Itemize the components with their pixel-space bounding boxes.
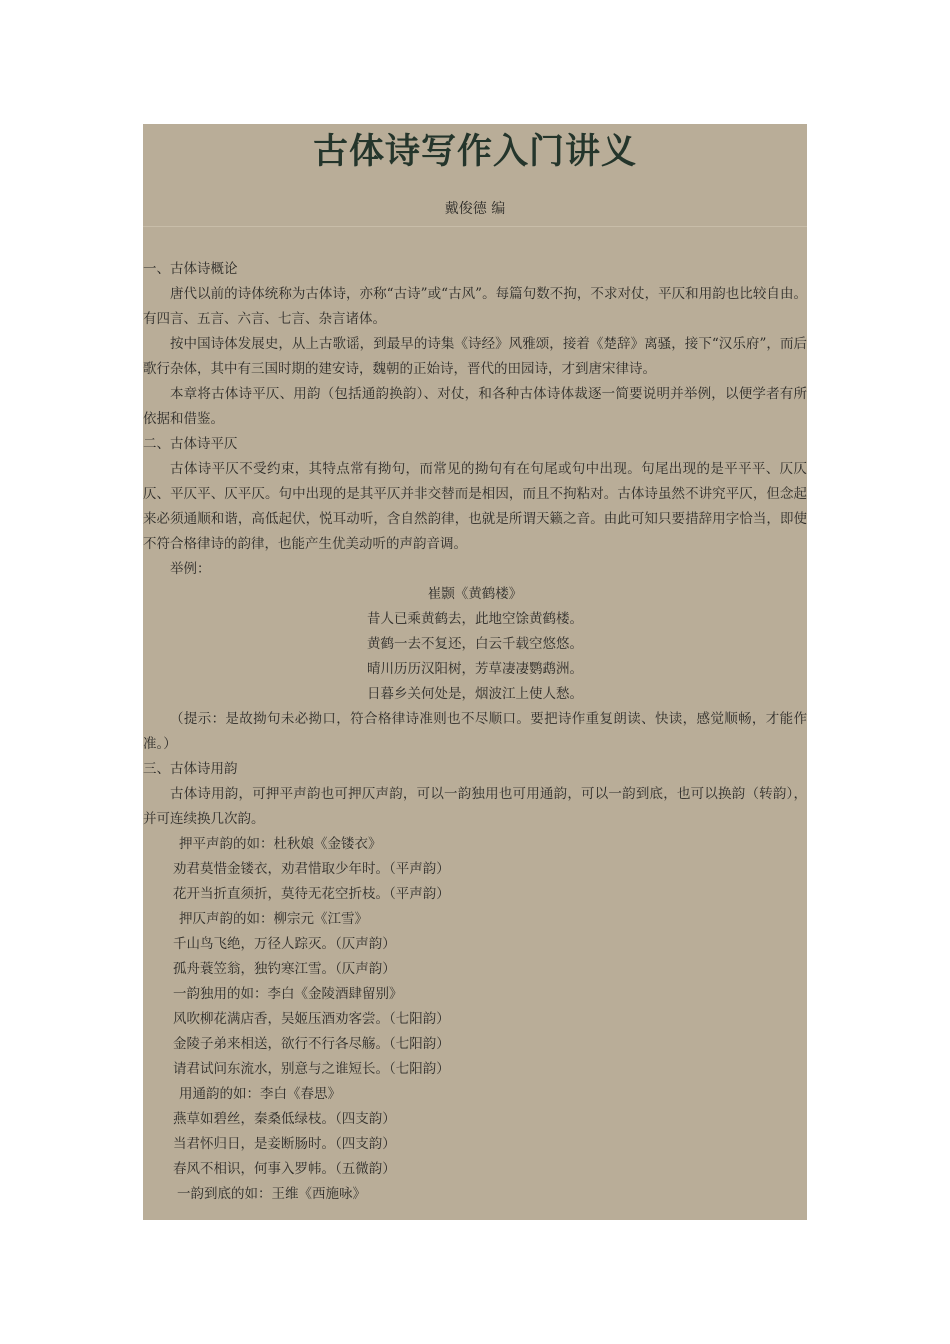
poem-line: 晴川历历汉阳树，芳草凄凄鹦鹉洲。 [367, 661, 583, 677]
example-label: 举例： [170, 561, 211, 577]
document-body [143, 227, 807, 1207]
document-title: 古体诗写作入门讲义 [312, 131, 637, 172]
paragraph: 本章将古体诗平仄、用韵（包括通韵换韵）、对仗，和各种古体诗体裁逐一简要说明并举例，以便学者有所依据和借鉴。 [143, 386, 807, 427]
paragraph: 古体诗平仄不受约束，其特点常有拗句，而常见的拗句有在句尾或句中出现。句尾出现的是平平平、仄仄仄、平仄平、仄平仄。句中出现的是其平仄并非交替而是相因，而且不拘粘对。古体诗虽然不讲究平仄，但念起来必须通顺和谐，高低起伏，悦耳动听，含自然韵律，也就是所谓天籁之音。由此可知只要措辞用字恰当，即使不符合格律诗的韵律，也能产生优美动听的声韵音调。 [143, 461, 807, 552]
section-heading-2: 二、古体诗平仄 [143, 436, 238, 452]
example-line: 燕草如碧丝，秦桑低绿枝。（四支韵） [173, 1111, 396, 1127]
poem-line: 黄鹤一去不复还，白云千载空悠悠。 [367, 636, 583, 652]
example-intro: 一韵独用的如：李白《金陵酒肆留别》 [173, 986, 403, 1002]
example-line: 春风不相识，何事入罗帏。（五微韵） [173, 1161, 396, 1177]
paragraph: 按中国诗体发展史，从上古歌谣，到最早的诗集《诗经》风雅颂，接着《楚辞》离骚，接下“汉乐府”，而后歌行杂体，其中有三国时期的建安诗，魏朝的正始诗，晋代的田园诗，才到唐宋律诗。 [143, 336, 807, 377]
hint-note: （提示：是故拗句未必拗口，符合格律诗准则也不尽顺口。要把诗作重复朗读、快读，感觉顺畅，才能作准。） [143, 711, 807, 752]
example-intro: 用通韵的如：李白《春思》 [179, 1086, 341, 1102]
document-page [143, 124, 807, 1220]
example-line: 当君怀归日，是妾断肠时。（四支韵） [173, 1136, 396, 1152]
paragraph: 唐代以前的诗体统称为古体诗，亦称“古诗”或“古风”。每篇句数不拘，不求对仗，平仄和用韵也比较自由。有四言、五言、六言、七言、杂言诸体。 [143, 286, 807, 327]
poem-line: 昔人已乘黄鹤去，此地空馀黄鹤楼。 [367, 611, 583, 627]
example-line: 孤舟蓑笠翁，独钓寒江雪。（仄声韵） [173, 961, 396, 977]
example-line: 千山鸟飞绝，万径人踪灭。（仄声韵） [173, 936, 396, 952]
example-line: 风吹柳花满店香，吴姬压酒劝客尝。（七阳韵） [173, 1011, 450, 1027]
example-intro: 押平声韵的如：杜秋娘《金镂衣》 [179, 836, 382, 852]
example-line: 请君试问东流水，别意与之谁短长。（七阳韵） [173, 1061, 450, 1077]
section-heading-3: 三、古体诗用韵 [143, 761, 238, 777]
example-line: 花开当折直须折，莫待无花空折枝。（平声韵） [173, 886, 450, 902]
poem-line: 日暮乡关何处是，烟波江上使人愁。 [367, 686, 583, 702]
author-line: 戴俊德 编 [444, 201, 506, 217]
paragraph: 古体诗用韵，可押平声韵也可押仄声韵，可以一韵独用也可用通韵，可以一韵到底，也可以换韵（转韵），并可连续换几次韵。 [143, 786, 807, 827]
example-intro: 押仄声韵的如：柳宗元《江雪》 [179, 911, 368, 927]
example-line: 金陵子弟来相送，欲行不行各尽觞。（七阳韵） [173, 1036, 450, 1052]
example-line: 劝君莫惜金镂衣，劝君惜取少年时。（平声韵） [173, 861, 450, 877]
section-heading-1: 一、古体诗概论 [143, 261, 238, 277]
poem-title: 崔颢《黄鹤楼》 [427, 586, 523, 602]
example-intro: 一韵到底的如：王维《西施咏》 [177, 1186, 366, 1202]
